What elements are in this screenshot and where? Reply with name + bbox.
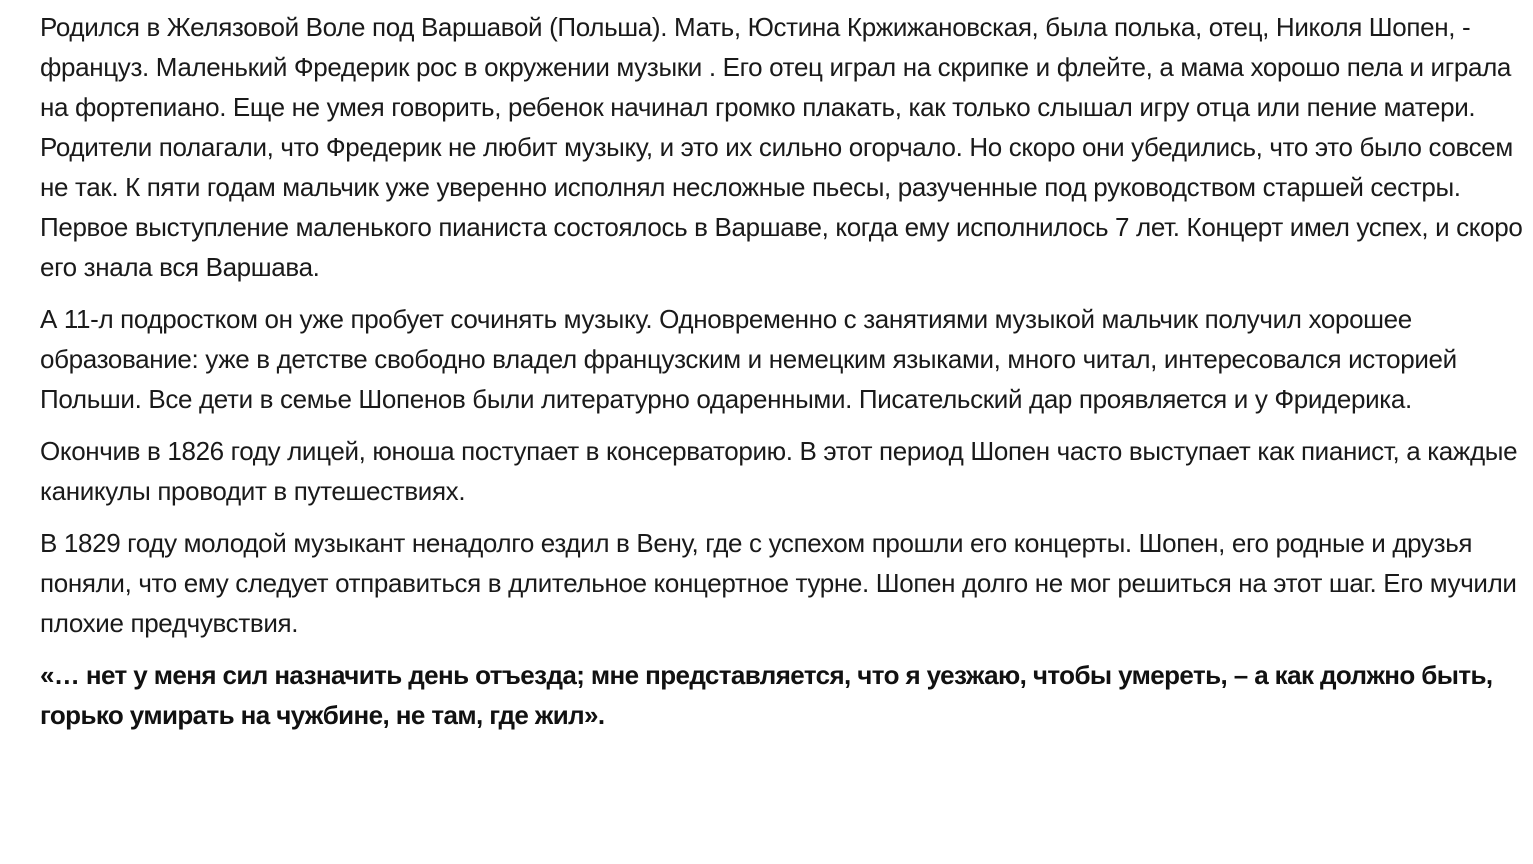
document-body bbox=[40, 7, 1526, 747]
paragraph-youth: А 11-л подростком он уже пробует сочинять музыку. Одновременно с занятиями музыкой мальчик получил хорошее образование: уже в детстве свободно владел французским и немецким языками, много читал, интересовался историей Польши. Все дети в семье Шопенов были литературно одаренными. Писательский дар проявляется и у Фридерика. bbox=[40, 304, 1457, 414]
paragraph-vienna: В 1829 году молодой музыкант ненадолго ездил в Вену, где с успехом прошли его концерты. Шопен, его родные и друзья поняли, что ему следует отправиться в длительное концертное турне. Шопен долго не мог решиться на этот шаг. Его мучили плохие предчувствия. bbox=[40, 528, 1517, 638]
paragraph-conservatory: Окончив в 1826 году лицей, юноша поступает в консерваторию. В этот период Шопен часто выступает как пианист, а каждые каникулы проводит в путешествиях. bbox=[40, 436, 1518, 506]
paragraph-birth: Родился в Желязовой Воле под Варшавой (Польша). Мать, Юстина Кржижановская, была полька, отец, Николя Шопен, - француз. Маленький Фредерик рос в окружении музыки . Его отец играл на скрипке и флейте, а мама хорошо пела и играла на фортепиано. Еще не умея говорить, ребенок начинал громко плакать, как только слышал игру отца или пение матери. Родители полагали, что Фредерик не любит музыку, и это их сильно огорчало. Но скоро они убедились, что это было совсем не так. К пяти годам мальчик уже уверенно исполнял несложные пьесы, разученные под руководством старшей сестры. Первое выступление маленького пианиста состоялось в Варшаве, когда ему исполнилось 7 лет. Концерт имел успех, и скоро его знала вся Варшава. bbox=[40, 12, 1523, 282]
quote-paragraph: «… нет у меня сил назначить день отъезда; мне представляется, что я уезжаю, чтобы умереть, – а как должно быть, горько умирать на чужбине, не там, где жил». bbox=[40, 660, 1493, 730]
